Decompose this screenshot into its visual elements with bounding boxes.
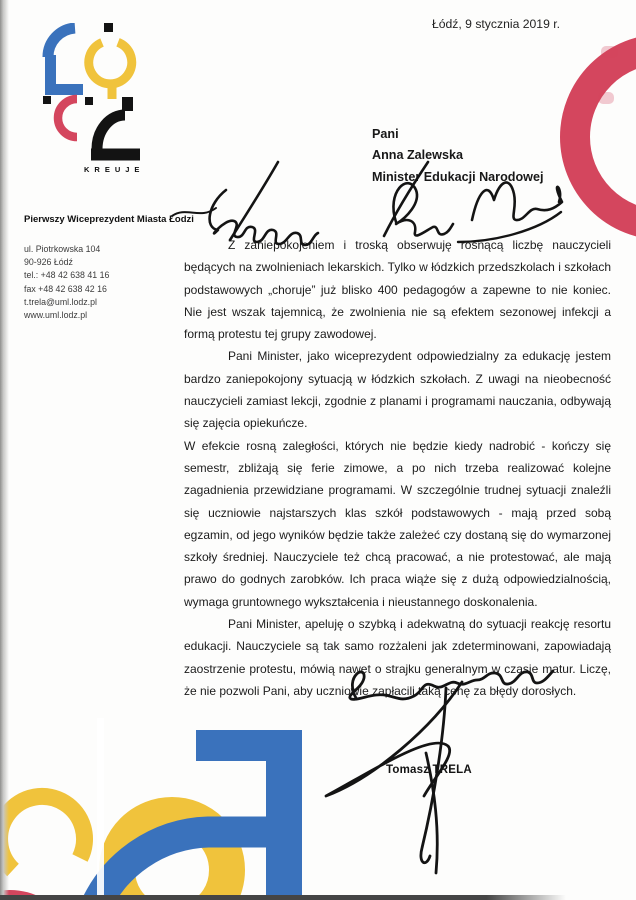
sender-address-block bbox=[24, 243, 109, 322]
logo-dot-square bbox=[85, 97, 93, 105]
sender-address-line: fax +48 42 638 42 16 bbox=[24, 283, 107, 294]
recipient-line-name: Anna Zalewska bbox=[372, 148, 463, 163]
decorative-red-ring bbox=[560, 34, 636, 240]
signer-name: Tomasz TRELA bbox=[386, 764, 472, 776]
paragraph: W efekcie rosną zaległości, których nie będzie kiedy nadrobić - kończy się semestr, zbliżają się ferie zimowe, a po nich trzeba realizować kolejne zagadnienia przewidziane programami. W szczególnie trudnej sytuacji znaleźli się uczniowie najstarszych klas szkół podstawowych - mają przed sobą egzamin, od jego wyników będzie także zależeć czy dostaną się do wymarzonej szkoły średniej. Nauczyciele też chcą pracować, a nie protestować, ale mają prawo do godnych zarobków. Ich praca wiąże się z dużą odpowiedzialnością, wymaga gruntownego wykształcenia i nieustannego doskonalenia. bbox=[184, 438, 611, 609]
deco-blue-bar-top bbox=[196, 730, 302, 761]
recipient-line-pani: Pani bbox=[372, 127, 399, 141]
deco-yellow-arc-small bbox=[0, 796, 85, 870]
scan-fold-line bbox=[97, 718, 104, 900]
recipient-line-function: Minister Edukacji Narodowej bbox=[372, 169, 544, 184]
sender-address-line: 90-926 Łódź bbox=[24, 257, 73, 268]
scan-smudge bbox=[601, 46, 618, 58]
logo-dot-square bbox=[43, 96, 51, 104]
paragraph: Pani Minister, apeluję o szybką i adekwatną do sytuacji reakcję resortu edukacji. Nauczyciele są tak samo rozżaleni jak zdeterminowani, zapowiadają zaostrzenie protestu, mówią nawet o strajku generalnym w czasie matur. Liczę, że nie pozwoli Pani, aby uczniowie zapłacili taką cenę za błędy dorosłych. bbox=[184, 617, 611, 698]
logo-letter-d bbox=[58, 99, 77, 137]
date-line: Łódź, 9 stycznia 2019 r. bbox=[431, 17, 560, 31]
logo-caption: KREUJE bbox=[84, 165, 145, 174]
paragraph: Pani Minister, jako wiceprezydent odpowiedzialny za edukację jestem bardzo zaniepokojony sytuacją w łódzkich szkołach. Z uwagi na nieobecność nauczycieli zamiast lekcji, zgodnie z planami i programami nauczania, odbywają się zajęcia opiekuńcze. bbox=[184, 349, 611, 431]
logo-accent-square bbox=[104, 23, 113, 32]
sender-email: t.trela@uml.lodz.pl bbox=[24, 296, 97, 307]
letter-body bbox=[184, 234, 611, 702]
logo-letter-l bbox=[48, 28, 75, 57]
scan-edge-left bbox=[0, 0, 9, 900]
logo-letter-l-foot bbox=[51, 55, 84, 90]
sender-website: www.uml.lodz.pl bbox=[24, 310, 88, 321]
lodz-kreuje-logo bbox=[40, 23, 140, 163]
handwritten-salutation bbox=[166, 156, 566, 252]
logo-letter-z-curve bbox=[97, 115, 125, 153]
scan-edge-bottom bbox=[0, 895, 566, 900]
sender-address-line: tel.: +48 42 638 41 16 bbox=[24, 270, 110, 281]
sender-title: Pierwszy Wiceprezydent Miasta Łodzi bbox=[24, 214, 194, 225]
logo-letter-o bbox=[89, 42, 132, 84]
scan-smudge bbox=[598, 92, 614, 104]
sender-address-line: ul. Piotrkowska 104 bbox=[24, 244, 101, 254]
paragraph: Z zaniepokojeniem i troską obserwuję rosnącą liczbę nauczycieli będących na zwolnieniach lekarskich. Tylko w łódzkich przedszkolach i szkołach podstawowych „choruje” już blisko 400 pedagogów a zapewne to nie koniec. Nie jest wszak tajemnicą, że zwolnienia nie są efektem sezonowej infekcji a formą protestu tej grupy zawodowej. bbox=[184, 238, 611, 342]
